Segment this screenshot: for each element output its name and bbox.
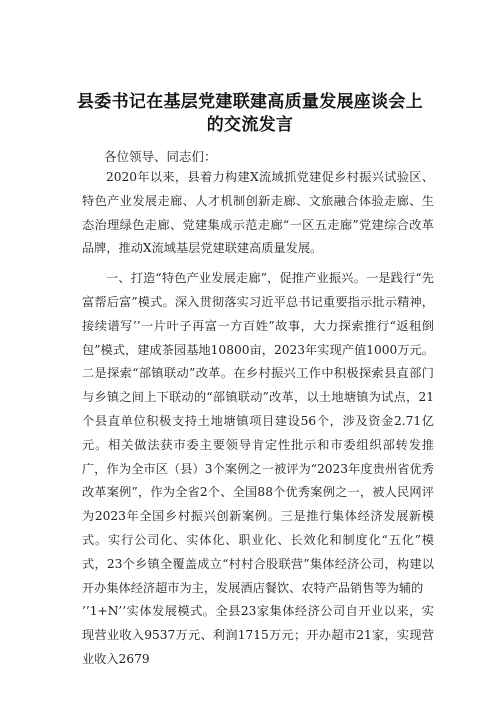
document-title-line-2: 的交流发言 xyxy=(206,115,294,135)
paragraph-intro: 2020年以来，县着力构建X流域抓党建促乡村振兴试验区、特色产业发展走廊、人才机制创新走廊、文旅融合体验走廊、生态治理绿色走廊、党建集成示范走廊“一区五走廊”党建综合改革品牌，推动X流域基层党建联建高质量发展。 xyxy=(82,170,434,256)
paragraph-section-one: 一、打造“特色产业发展走廊”，促推产业振兴。一是践行“先富帮后富”模式。深入贯彻落实习近平总书记重要指示批示精神，接续谱写’’一片叶子再富一方百姓”故事，大力探索推行“返租倒包”模式，建成茶园基地10800亩，2023年实现产值1000万元。二是探索“部镇联动”改革。在乡村振兴工作中积极探索县直部门与乡镇之间上下联动的“部镇联动”改革，以土地塘镇为试点，21个县直单位积极支持土地塘镇项目建设56个，涉及资金2.71亿元。相关做法获市委主要领导肯定性批示和市委组织部转发推广，作为全市区（县）3个案例之一被评为“2023年度贵州省优秀改革案例”，作为全省2个、全国88个优秀案例之一，被人民网评为2023年全国乡村振兴创新案例。三是推行集体经济发展新模式。实行公司化、实体化、职业化、长效化和制度化“五化”模式，23个乡镇全覆盖成立“村村合股联营”集体经济公司，构建以开办集体经济超市为主，发展酒店餐饮、农特产品销售等为辅的 xyxy=(82,271,434,595)
paragraph-continuation: ’’1+N’’实体发展模式。全县23家集体经济公司自开业以来，实现营业收入9537万元、利润1715万元；开办超市21家，实现营业收入2679 xyxy=(82,604,434,666)
document-body xyxy=(82,166,434,672)
salutation: 各位领导、同志们： xyxy=(104,149,217,164)
document-title-line-1: 县委书记在基层党建联建高质量发展座谈会上 xyxy=(77,92,423,112)
